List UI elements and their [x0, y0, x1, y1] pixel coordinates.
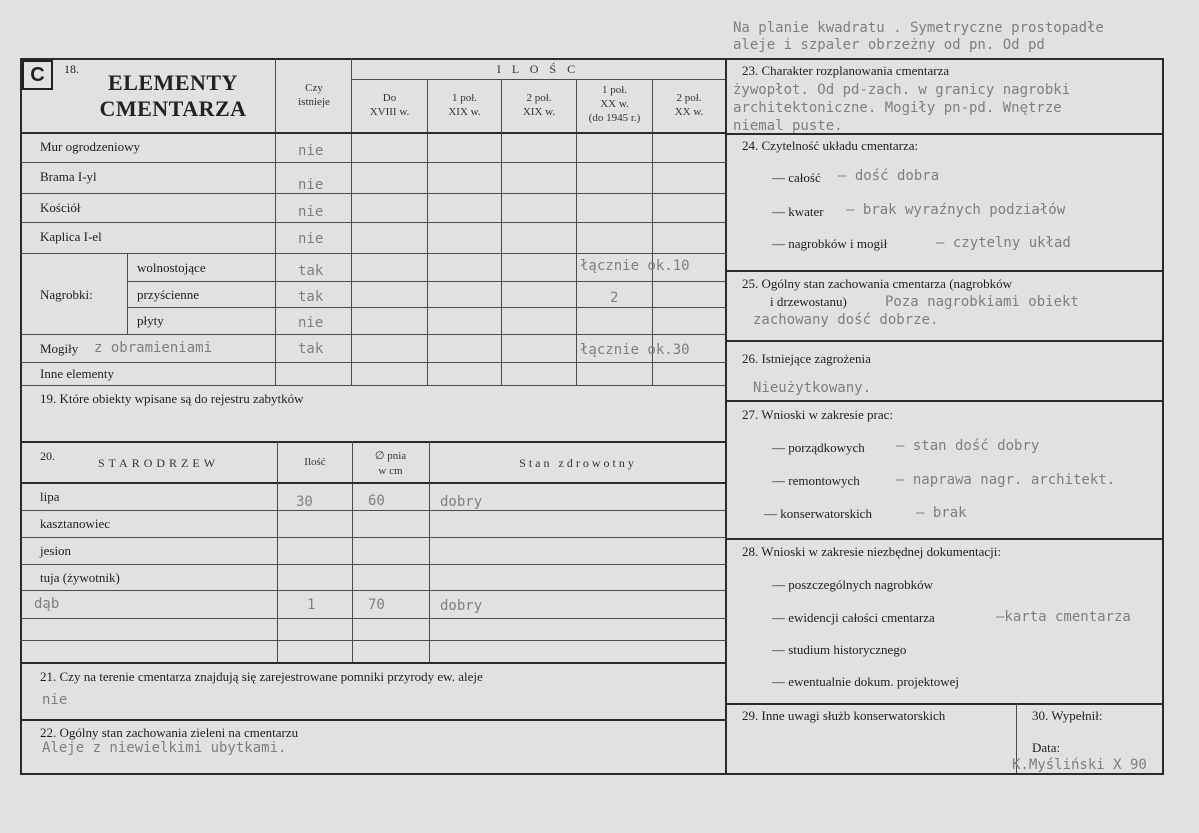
tree-tuja-name: tuja (żywotnik): [40, 570, 120, 585]
s23-text-2: architektoniczne. Mogiły pn-pd. Wnętrze: [733, 100, 1062, 116]
s24-label: 24. Czytelność układu cmentarza:: [742, 138, 919, 153]
s27-item3-value: — brak: [916, 505, 967, 521]
col-exists-line1: Czy: [305, 82, 323, 94]
s29-label: 29. Inne uwagi służb konserwatorskich: [742, 708, 946, 723]
section18-title-line1: ELEMENTY: [108, 70, 238, 95]
s27-item2-value: — naprawa nagr. architekt.: [896, 472, 1116, 488]
period-3-a: 2 poł.: [526, 92, 552, 104]
row-kosciol-exists: nie: [298, 204, 324, 220]
s28-item1-label: — poszczególnych nagrobków: [772, 577, 934, 592]
s24-item2-label: — kwater: [772, 204, 824, 219]
frame-right: [1162, 58, 1164, 775]
mogily-label: Mogiły: [40, 341, 79, 356]
col-pnia-1: ∅ pnia: [374, 450, 407, 462]
s30-filled-by: K.Myśliński X 90: [1012, 757, 1147, 773]
s28-item4-label: — ewentualnie dokum. projektowej: [772, 674, 960, 689]
nagrobki-wolnostojace-note: łącznie ok.10: [580, 258, 690, 274]
nagrobki-label: Nagrobki:: [40, 287, 93, 302]
tree-lipa-count: 30: [296, 494, 313, 510]
row-brama-exists: nie: [298, 177, 324, 193]
tree-lipa-diameter: 60: [368, 493, 385, 509]
nagrobki-wolnostojace-exists: tak: [298, 263, 324, 279]
period-5-b: XX w.: [674, 106, 704, 118]
row-mur-exists: nie: [298, 143, 324, 159]
tree-kasztanowiec-name: kasztanowiec: [40, 516, 111, 531]
nagrobki-plyty-exists: nie: [298, 315, 324, 331]
s24-item1-label: — całość: [772, 170, 821, 185]
col-exists-line2: istnieje: [298, 96, 330, 108]
tree-jesion-name: jesion: [40, 543, 72, 558]
s25-label: 25. Ogólny stan zachowania cmentarza (nagrobków: [742, 276, 1013, 291]
nagrobki-plyty-label: płyty: [137, 313, 164, 328]
tree-dab-state: dobry: [440, 598, 483, 614]
s28-item2-value: —karta cmentarza: [996, 609, 1131, 625]
s27-label: 27. Wnioski w zakresie prac:: [742, 407, 894, 422]
nagrobki-przyscienne-label: przyścienne: [137, 287, 200, 302]
section22-answer: Aleje z niewielkimi ubytkami.: [42, 740, 287, 756]
s23-label: 23. Charakter rozplanowania cmentarza: [742, 63, 950, 78]
tree-lipa-state: dobry: [440, 494, 483, 510]
s25-label2: i drzewostanu): [770, 294, 847, 309]
ilosc-header: I L O Ś C: [496, 62, 580, 76]
period-4-b: XX w.: [600, 98, 629, 110]
inne-elementy-label: Inne elementy: [40, 366, 114, 381]
top-note-line1: Na planie kwadratu . Symetryczne prostopadłe: [733, 20, 1104, 36]
period-4-c: (do 1945 r.): [588, 112, 641, 124]
section20-number: 20.: [40, 449, 55, 463]
section18-number: 18.: [64, 62, 79, 76]
period-2-b: XIX w.: [448, 106, 481, 118]
section22-label: 22. Ogólny stan zachowania zieleni na cmentarzu: [40, 725, 299, 740]
tree-lipa-name: lipa: [40, 489, 60, 504]
frame-top: [20, 58, 1164, 60]
row-kaplica-label: Kaplica I-el: [40, 229, 102, 244]
mogily-exists: tak: [298, 341, 324, 357]
nagrobki-wolnostojace-label: wolnostojące: [137, 260, 206, 275]
s26-text: Nieużytkowany.: [753, 380, 872, 396]
row-kosciol-label: Kościół: [40, 200, 81, 215]
col-ilosc: Ilość: [304, 456, 326, 468]
s23-text-3: niemal puste.: [733, 118, 843, 134]
section21-answer: nie: [42, 692, 68, 708]
tree-dab-count: 1: [307, 597, 316, 613]
mogily-note: łącznie ok.30: [580, 342, 690, 358]
s30-label: 30. Wypełnił:: [1032, 708, 1103, 723]
mogily-typed: z obramieniami: [94, 340, 213, 356]
s23-text-1: żywopłot. Od pd-zach. w granicy nagrobki: [733, 82, 1071, 98]
section19-label: 19. Które obiekty wpisane są do rejestru zabytków: [40, 391, 304, 406]
s28-item3-label: — studium historycznego: [772, 642, 907, 657]
s24-item3-label: — nagrobków i mogił: [772, 236, 888, 251]
top-note-line2: aleje i szpaler obrzeżny od pn. Od pd: [733, 37, 1045, 53]
period-4-a: 1 poł.: [601, 84, 628, 96]
tree-dab-diameter: 70: [368, 597, 385, 613]
tree-dab-name: dąb: [34, 596, 60, 612]
period-5-a: 2 poł.: [676, 92, 702, 104]
section21-label: 21. Czy na terenie cmentarza znajdują się zarejestrowane pomniki przyrody ew. aleje: [40, 669, 483, 684]
col-stan: Stan zdrowotny: [519, 456, 637, 470]
section20-title: STARODRZEW: [98, 456, 220, 470]
card-letter-box: C: [22, 60, 53, 90]
period-1-b: XVIII w.: [369, 106, 410, 118]
period-1-a: Do: [382, 92, 397, 104]
frame-middle: [725, 58, 727, 775]
period-2-a: 1 poł.: [451, 92, 478, 104]
s26-label: 26. Istniejące zagrożenia: [742, 351, 871, 366]
s25-text1: Poza nagrobkiami obiekt: [885, 294, 1079, 310]
s27-item2-label: — remontowych: [772, 473, 860, 488]
section18-title-line2: CMENTARZA: [99, 96, 247, 121]
s28-item2-label: — ewidencji całości cmentarza: [772, 610, 935, 625]
row-kaplica-exists: nie: [298, 231, 324, 247]
frame-bottom: [20, 773, 1164, 775]
s27-item1-label: — porządkowych: [772, 440, 865, 455]
row-mur-label: Mur ogrodzeniowy: [40, 139, 141, 154]
s28-label: 28. Wnioski w zakresie niezbędnej dokumentacji:: [742, 544, 1001, 559]
row-brama-label: Brama I-yl: [40, 169, 97, 184]
s27-item3-label: — konserwatorskich: [764, 506, 872, 521]
nagrobki-przyscienne-note: 2: [610, 290, 619, 306]
s25-text2: zachowany dość dobrze.: [753, 312, 939, 328]
col-pnia-2: w cm: [378, 465, 403, 477]
s30-date-label: Data:: [1032, 740, 1061, 755]
s27-item1-value: — stan dość dobry: [896, 438, 1040, 454]
period-3-b: XIX w.: [522, 106, 556, 118]
nagrobki-przyscienne-exists: tak: [298, 289, 324, 305]
frame-left: [20, 58, 22, 775]
s24-item3-value: — czytelny układ: [936, 235, 1071, 251]
s24-item2-value: — brak wyraźnych podziałów: [846, 202, 1066, 218]
s24-item1-value: — dość dobra: [838, 168, 940, 184]
